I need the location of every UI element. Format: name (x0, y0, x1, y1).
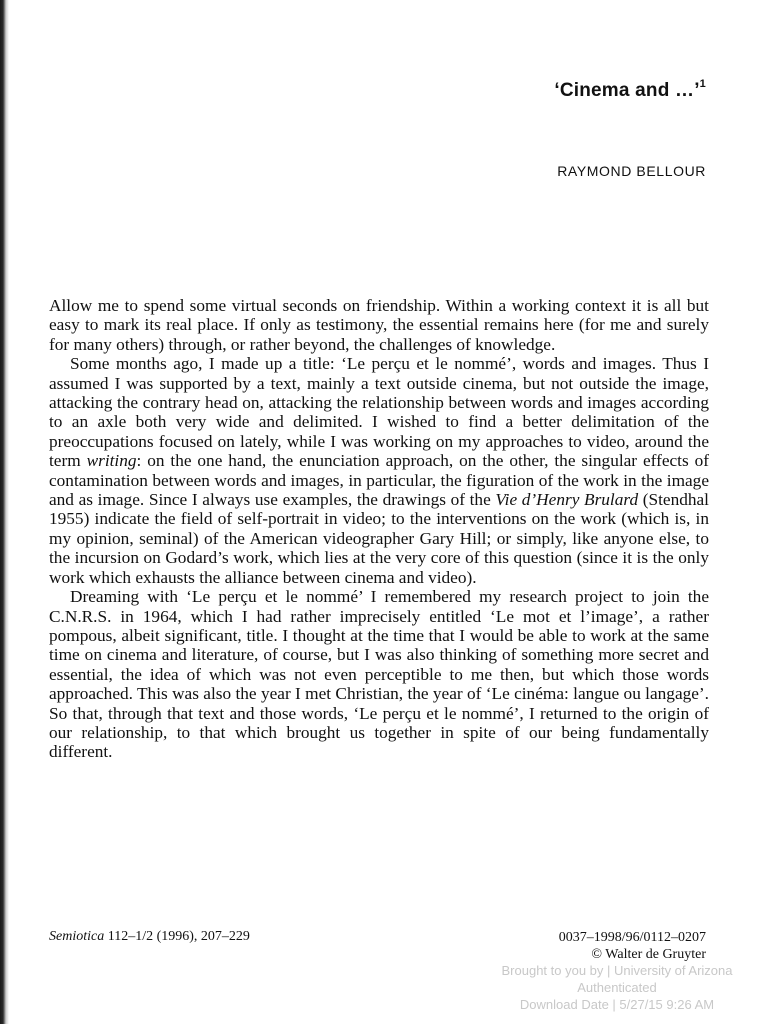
paragraph-1: Allow me to spend some virtual seconds on friendship. Within a working context it is all but easy to mark its real place. If only as testimony, the essential remains here (for me and surely for many others) through, or rather beyond, the challenges of knowledge. (49, 296, 709, 354)
paragraph-2-tail: (Stendhal 1955) indicate the field of self-portrait in video; to the interventions on the work (which is, in my opinion, seminal) of the American videographer Gary Hill; or simply, like anyone else, to the incursion on Godard’s work, which lies at the very core of this question (since it is the only work which exhausts the alliance between cinema and video). (49, 490, 709, 587)
italic-book-title: Vie d’Henry Brulard (495, 490, 639, 510)
access-watermark (462, 962, 768, 1013)
italic-term-writing: writing (86, 451, 137, 471)
copyright-line: © Walter de Gruyter (591, 947, 706, 962)
paragraph-2 (49, 354, 709, 587)
issn-code: 0037–1998/96/0112–0207 (558, 930, 706, 945)
paragraph-2-mid: : on the one hand, the enunciation approach, on the other, the singular effects of contamination between words and images, in particular, the figuration of the work in the image and as image. Since I always use examples, the drawings of the (49, 451, 709, 510)
watermark-line-1: Brought to you by | University of Arizona (501, 963, 733, 978)
scan-edge-shadow (0, 0, 9, 1024)
journal-citation (49, 929, 250, 945)
article-title (554, 78, 706, 102)
article-body (49, 296, 709, 762)
journal-name: Semiotica (49, 929, 105, 944)
publisher-info (559, 929, 706, 963)
watermark-line-3: Download Date | 5/27/15 9:26 AM (519, 997, 715, 1012)
paragraph-2-head: Some months ago, I made up a title: ‘Le perçu et le nommé’, words and images. Thus I assumed I was supported by a text, mainly a text outside cinema, but not outside the image, attacking the contrary head on, attacking the relationship between words and images according to an axle both very wide and delimited. I wished to find a better delimitation of the preoccupations focused on lately, while I was working on my approaches to video, around the term (49, 354, 709, 471)
watermark-line-2: Authenticated (577, 980, 657, 995)
footnote-marker: 1 (699, 78, 706, 90)
journal-volume: 112–1/2 (1996), 207–229 (104, 929, 250, 944)
article-title-text: ‘Cinema and …’ (554, 80, 700, 101)
author-name: RAYMOND BELLOUR (557, 163, 706, 179)
paragraph-3: Dreaming with ‘Le perçu et le nommé’ I remembered my research project to join the C.N.R.S. in 1964, which I had rather imprecisely entitled ‘Le mot et l’image’, a rather pompous, albeit significant, title. I thought at the time that I would be able to work at the same time on cinema and literature, of course, but I was also thinking of something more secret and essential, the idea of which was not even perceptible to me then, but which those words approached. This was also the year I met Christian, the year of ‘Le cinéma: langue ou langage’. So that, through that text and those words, ‘Le perçu et le nommé’, I returned to the origin of our relationship, to that which brought us together in spite of our being fundamentally different. (49, 587, 709, 762)
